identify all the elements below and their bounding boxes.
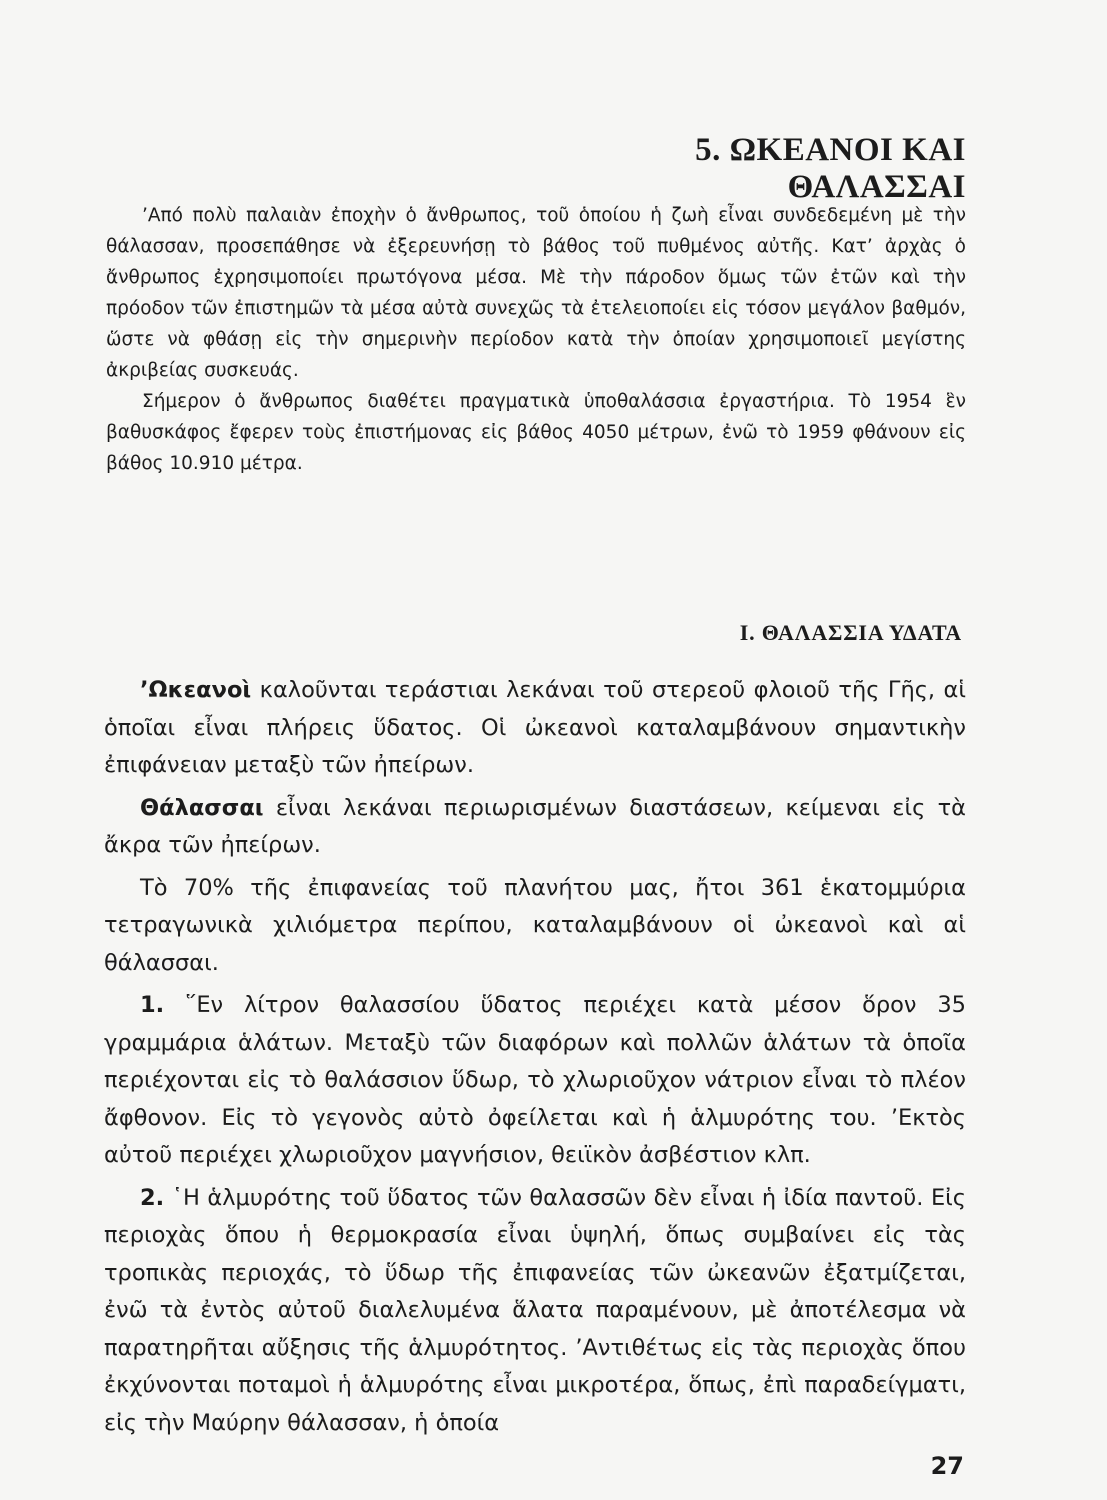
item-number-1: 1. [140,992,165,1018]
chapter-title: 5. ΩΚΕΑΝΟΙ ΚΑΙ ΘΑΛΑΣΣΑΙ [695,132,966,205]
paragraph-salinity-1 [104,987,966,1175]
main-text [104,672,966,1447]
term-seas: Θάλασσαι [140,794,264,821]
intro-paragraph-2: Σήμερον ὁ ἄνθρωπος διαθέτει πραγματικὰ ὑποθαλάσσια ἐργαστήρια. Τὸ 1954 ἓν βαθυσκάφος ἔφερεν τοὺς ἐπιστήμονας εἰς βάθος 4050 μέτρων, ἐνῶ τὸ 1959 φθάνουν εἰς βάθος 10.910 μέτρα. [106,391,966,474]
item-number-2: 2. [140,1184,165,1211]
paragraph-salinity-1-text: ῞Εν λίτρον θαλασσίου ὕδατος περιέχει κατὰ μέσον ὅρον 35 γραμμάρια ἁλάτων. Μεταξὺ τῶν διαφόρων καὶ πολλῶν ἁλάτων τὰ ὁποῖα περιέχονται εἰς τὸ θαλάσσιον ὕδωρ, τὸ χλωριοῦχον νάτριον εἶναι τὸ πλέον ἄφθονον. Εἰς τὸ γεγονὸς αὐτὸ ὀφείλεται καὶ ἡ ἁλμυρότης του. ’Εκτὸς αὐτοῦ περιέχει χλωριοῦχον μαγνήσιον, θειϊκὸν ἀσβέστιον κλπ. [104,992,966,1168]
intro-section [106,200,966,479]
paragraph-oceans-text: καλοῦνται τεράστιαι λεκάναι τοῦ στερεοῦ φλοιοῦ τῆς Γῆς, αἱ ὁποῖαι εἶναι πλήρεις ὕδατος. Οἱ ὠκεανοὶ καταλαμβάνουν σημαντικὴν ἐπιφάνειαν μεταξὺ τῶν ἠπείρων. [104,677,966,778]
paragraph-salinity-2 [104,1180,966,1443]
paragraph-seas [104,790,966,865]
intro-paragraph-1: ’Από πολὺ παλαιὰν ἐποχὴν ὁ ἄνθρωπος, τοῦ ὁποίου ἡ ζωὴ εἶναι συνδεδεμένη μὲ τὴν θάλασσαν, προσεπάθησε νὰ ἐξερευνήσῃ τὸ βάθος τοῦ πυθμένος αὐτῆς. Κατ’ ἀρχὰς ὁ ἄνθρωπος ἐχρησιμοποίει πρωτόγονα μέσα. Μὲ τὴν πάροδον ὅμως τῶν ἐτῶν καὶ τὴν πρόοδον τῶν ἐπιστημῶν τὰ μέσα αὐτὰ συνεχῶς τὰ ἐτελειοποίει εἰς τόσον μεγάλον βαθμόν, ὥστε νὰ φθάσῃ εἰς τὴν σημερινὴν περίοδον κατὰ τὴν ὁποίαν χρησιμοποιεῖ μεγίστης ἀκριβείας συσκευάς. [106,205,966,381]
page-number: 27 [930,1452,964,1480]
paragraph-salinity-2-text: ῾Η ἁλμυρότης τοῦ ὕδατος τῶν θαλασσῶν δὲν εἶναι ἡ ἰδία παντοῦ. Εἰς περιοχὰς ὅπου ἡ θερμοκρασία εἶναι ὑψηλή, ὅπως συμβαίνει εἰς τὰς τροπικὰς περιοχάς, τὸ ὕδωρ τῆς ἐπιφανείας τῶν ὠκεανῶν ἐξατμίζεται, ἐνῶ τὰ ἐντὸς αὐτοῦ διαλελυμένα ἅλατα παραμένουν, μὲ ἀποτέλεσμα νὰ παρατηρῆται αὔξησις τῆς ἁλμυρότητος. ’Αντιθέτως εἰς τὰς περιοχὰς ὅπου ἐκχύνονται ποταμοὶ ἡ ἁλμυρότης εἶναι μικροτέρα, ὅπως, ἐπὶ παραδείγματι, εἰς τὴν Μαύρην θάλασσαν, ἡ ὁποία [104,1184,966,1436]
section-heading: Ι. ΘΑΛΑΣΣΙΑ ΥΔΑΤΑ [739,620,962,645]
paragraph-seas-text: εἶναι λεκάναι περιωρισμένων διαστάσεων, κείμεναι εἰς τὰ ἄκρα τῶν ἠπείρων. [104,794,966,858]
term-oceans: ’Ωκεανοὶ [140,677,252,703]
paragraph-surface: Τὸ 70% τῆς ἐπιφανείας τοῦ πλανήτου μας, ἤτοι 361 ἑκατομμύρια τετραγωνικὰ χιλιόμετρα περίπου, καταλαμβάνουν οἱ ὠκεανοὶ καὶ αἱ θάλασσαι. [104,874,966,976]
paragraph-oceans [104,672,966,785]
